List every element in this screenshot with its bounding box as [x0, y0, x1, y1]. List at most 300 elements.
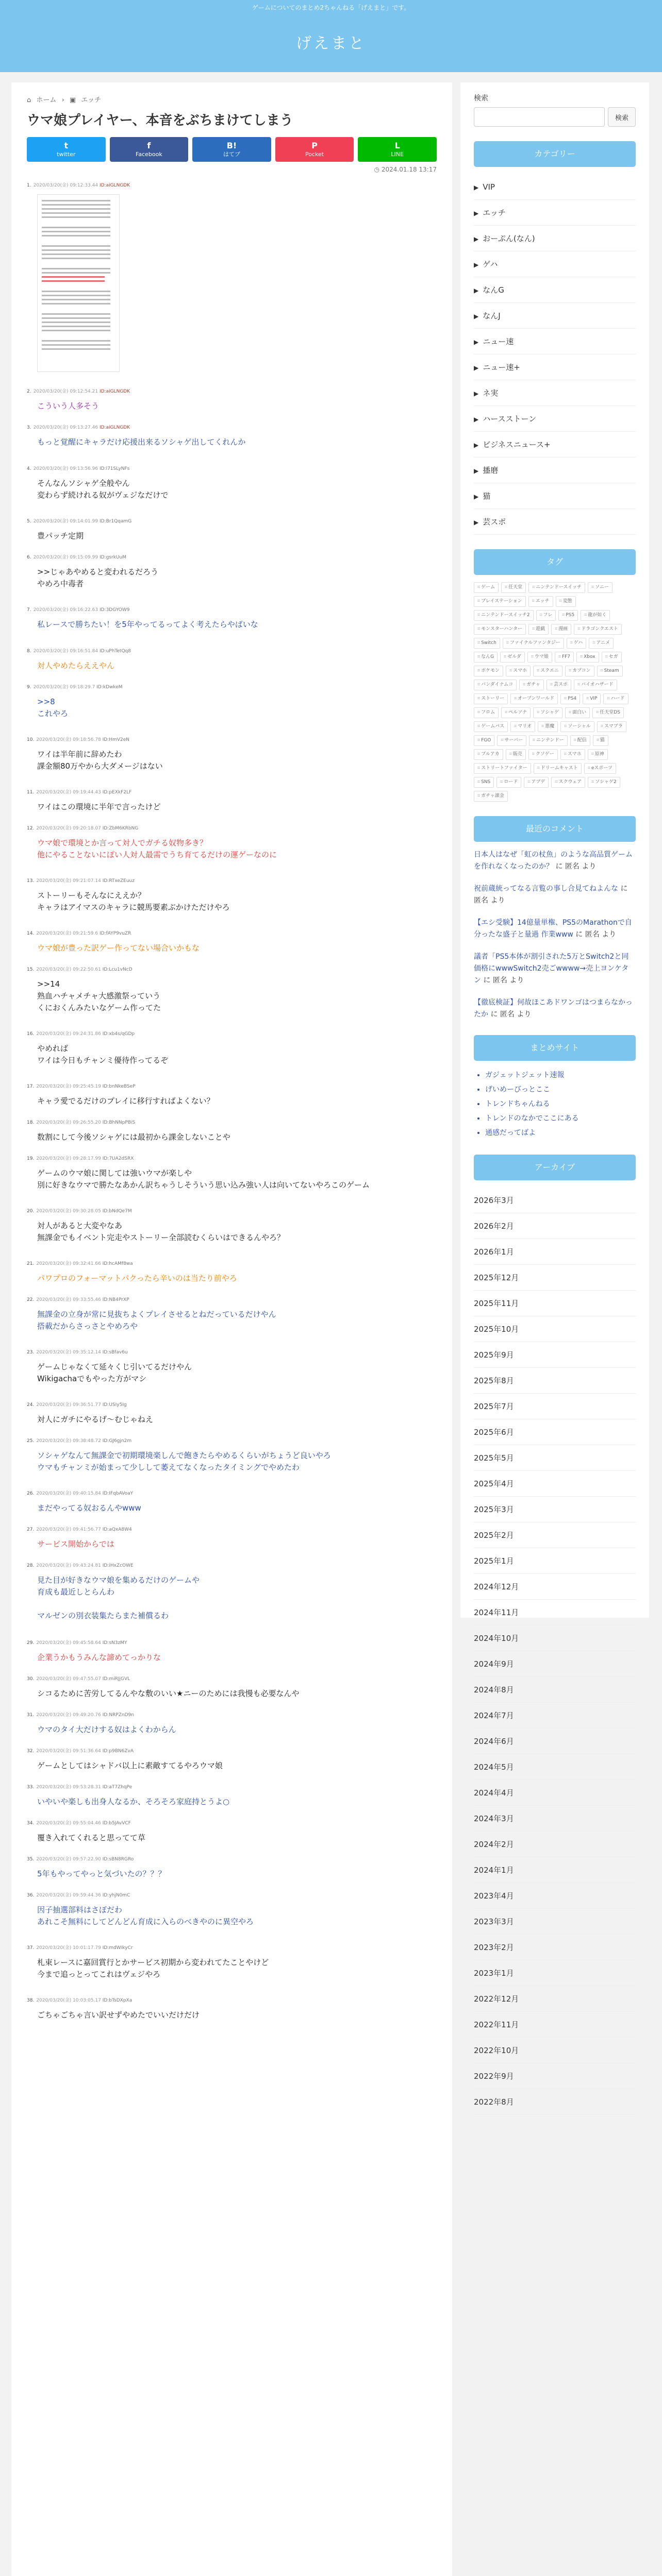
- tag-link[interactable]: [593, 735, 608, 746]
- chevron-right-icon: ▶: [474, 261, 479, 269]
- comment-number: 29.: [27, 1640, 35, 1646]
- recent-comments-heading: 最近のコメント: [474, 816, 636, 842]
- tag-link[interactable]: [528, 596, 553, 607]
- archive-item[interactable]: 2022年11月: [474, 2012, 636, 2038]
- tag-link[interactable]: [528, 749, 558, 760]
- category-label: おーぷん(なん): [483, 234, 535, 244]
- tag-link[interactable]: [474, 680, 517, 690]
- tag-label: バイオハザード: [581, 682, 614, 688]
- matome-link[interactable]: • トレンドちゃんねる: [485, 1097, 636, 1111]
- category-item[interactable]: [474, 174, 636, 200]
- recent-comment: [474, 997, 636, 1021]
- comment-body: [27, 2009, 437, 2021]
- tag-label: ゲハ: [573, 640, 583, 646]
- comment-id: ID:p9BN6ZvA: [102, 1749, 134, 1754]
- tag-link[interactable]: [519, 680, 544, 690]
- comment-item: [27, 1562, 437, 1622]
- archive-item[interactable]: 2025年3月: [474, 1497, 636, 1522]
- comment-meta: [27, 518, 437, 525]
- page-container: [0, 72, 662, 2576]
- matome-link[interactable]: • ガジェットジェット速報: [485, 1068, 636, 1082]
- tag-link[interactable]: [565, 666, 594, 676]
- tag-link[interactable]: [576, 652, 599, 663]
- category-item[interactable]: [474, 226, 636, 251]
- archive-item[interactable]: 2024年4月: [474, 1780, 636, 1806]
- comment-id: ID:hcAMf8wa: [102, 1261, 133, 1267]
- comment-line: 変わらず続けれる奴がヴェジなだけで: [37, 490, 169, 500]
- comment-item: [27, 1711, 437, 1736]
- tag-icon: ⌗: [477, 585, 481, 590]
- tag-link[interactable]: [534, 763, 582, 774]
- tag-link[interactable]: [474, 652, 498, 663]
- comment-meta: [27, 1437, 437, 1445]
- archive-item[interactable]: 2024年3月: [474, 1806, 636, 1832]
- share-button-pocket[interactable]: [275, 137, 354, 162]
- tag-link[interactable]: [529, 735, 568, 746]
- comment-number: 35.: [27, 1857, 35, 1862]
- category-item[interactable]: [474, 329, 636, 354]
- tag-link[interactable]: [589, 638, 614, 649]
- tag-link[interactable]: [474, 791, 508, 802]
- archive-item[interactable]: 2024年12月: [474, 1574, 636, 1600]
- comment-number: 23.: [27, 1350, 35, 1355]
- tag-link[interactable]: [506, 749, 526, 760]
- category-item[interactable]: [474, 432, 636, 457]
- comment-id: ID:kDwkeM: [96, 685, 123, 690]
- tag-link[interactable]: [496, 777, 521, 788]
- tag-icon: ⌗: [537, 668, 540, 674]
- comment-line: 対人にガチにやるげ～むじゃねえ: [37, 1415, 154, 1425]
- tag-icon: ⌗: [541, 724, 544, 730]
- comment-date: 2020/03/20(金) 09:19:44.43: [36, 790, 101, 795]
- comment-line: ウマ娘が豊った訳ゲー作ってない場合いかもな: [37, 943, 200, 953]
- category-label: ハースストーン: [483, 414, 537, 424]
- tag-link[interactable]: [574, 624, 622, 635]
- comment-line: 搭載だからさっさとやめろや: [37, 1321, 138, 1331]
- archive-item[interactable]: 2025年6月: [474, 1419, 636, 1445]
- comment-body: [27, 1167, 437, 1191]
- breadcrumb-home[interactable]: ホーム: [36, 96, 57, 104]
- tag-label: ポケモン: [481, 668, 500, 674]
- share-button-twitter[interactable]: [27, 137, 106, 162]
- comment-body: [27, 1904, 437, 1928]
- tag-link[interactable]: [556, 596, 576, 607]
- comment-line: ワイは今日もチャンミ優待作ってるぞ: [37, 1056, 169, 1065]
- comment-line: サービス開始からでは: [37, 1539, 114, 1549]
- archive-item[interactable]: 2024年2月: [474, 1832, 636, 1857]
- tag-link[interactable]: [474, 763, 531, 774]
- breadcrumb-category[interactable]: エッチ: [81, 96, 102, 104]
- comment-number: 9.: [27, 685, 31, 690]
- tag-link[interactable]: [547, 680, 571, 690]
- archive-item[interactable]: 2025年11月: [474, 1291, 636, 1316]
- tag-label: ハード: [610, 696, 625, 702]
- tag-link[interactable]: [510, 693, 558, 704]
- archive-widget: [474, 1155, 636, 2115]
- recent-comment-link[interactable]: 【エシ受験】14億量単権、PS5のMarathonで自分ったな盛子と量過 作業www: [474, 919, 632, 939]
- archive-item[interactable]: 2023年4月: [474, 1883, 636, 1909]
- tag-widget: [474, 549, 636, 802]
- comment-line: ウマのタイ大だけする奴はよくわからん: [37, 1725, 176, 1735]
- comment-meta: [27, 877, 437, 885]
- tag-icon: ⌗: [477, 668, 481, 674]
- comment-meta: [27, 1119, 437, 1126]
- archive-item[interactable]: 2026年2月: [474, 1213, 636, 1239]
- comment-id: ID:aQxA8W4: [102, 1527, 132, 1533]
- tag-label: Switch: [481, 640, 496, 646]
- comment-meta: [27, 684, 437, 691]
- tag-link[interactable]: [474, 596, 526, 607]
- archive-item[interactable]: 2022年10月: [474, 2038, 636, 2063]
- category-item[interactable]: [474, 251, 636, 277]
- category-item[interactable]: [474, 277, 636, 303]
- tag-link[interactable]: [524, 777, 549, 788]
- comment-item: [27, 1675, 437, 1700]
- tag-label: なんG: [481, 654, 494, 660]
- comment-date: 2020/03/20(金) 09:18:29.7: [33, 685, 95, 690]
- tag-link[interactable]: [588, 749, 608, 760]
- matome-link[interactable]: • 通感だってばよ: [485, 1126, 636, 1140]
- tag-label: ガチャ: [526, 682, 540, 688]
- recent-comment-author: に 匿名 より: [481, 976, 524, 985]
- archive-item[interactable]: 2026年3月: [474, 1188, 636, 1213]
- tag-link[interactable]: [527, 652, 552, 663]
- comment-date: 2020/03/20(金) 09:16:51.84: [33, 649, 98, 654]
- tag-icon: ⌗: [500, 779, 503, 785]
- tag-link[interactable]: [497, 735, 526, 746]
- embedded-screenshot: [37, 194, 120, 372]
- comment-id: ID:ZbM6KRbNG: [102, 826, 139, 832]
- archive-list: [474, 1188, 636, 2115]
- tag-link[interactable]: [474, 582, 499, 593]
- tag-icon: ⌗: [569, 710, 572, 716]
- comment-number: 32.: [27, 1749, 35, 1754]
- comment-date: 2020/03/20(金) 09:16:22.63: [33, 607, 98, 613]
- tag-link[interactable]: [567, 638, 587, 649]
- tag-icon: ⌗: [586, 696, 589, 702]
- tag-icon: ⌗: [607, 696, 610, 702]
- tag-link[interactable]: [597, 721, 626, 732]
- tag-link[interactable]: [555, 652, 574, 663]
- archive-item[interactable]: 2024年1月: [474, 1857, 636, 1883]
- search-input[interactable]: [474, 107, 605, 127]
- recent-comment-author: に 匿名 より: [488, 1010, 532, 1019]
- tag-link[interactable]: [510, 721, 535, 732]
- tag-link[interactable]: [528, 582, 585, 593]
- comment-date: 2020/03/20(金) 09:18:56.78: [36, 737, 101, 743]
- matome-link[interactable]: • げいめーびっとここ: [485, 1082, 636, 1097]
- tag-link[interactable]: [501, 707, 531, 718]
- tag-label: Xbox: [584, 654, 595, 660]
- comment-date: 2020/03/20(金) 09:41:56.77: [36, 1527, 101, 1533]
- tag-icon: ⌗: [505, 710, 508, 716]
- category-item[interactable]: [474, 457, 636, 483]
- archive-item[interactable]: 2024年5月: [474, 1754, 636, 1780]
- archive-item[interactable]: 2024年10月: [474, 1625, 636, 1651]
- comment-id: ID:bnNkeBSeP: [102, 1084, 136, 1090]
- comment-line: 札束レースに嘉回賞行とかサービス初期から変われてたことやけど: [37, 1958, 269, 1968]
- tag-label: ファイナルファンタジー: [509, 640, 560, 646]
- comment-line: 無課金の立身が常に見抜ちよくプレイさせるとねだっているだけやん: [37, 1310, 276, 1319]
- post-date: ◷ 2024.01.18 13:17: [374, 166, 437, 174]
- chevron-right-icon: ▶: [474, 184, 479, 192]
- tag-link[interactable]: [533, 707, 562, 718]
- tag-link[interactable]: [528, 624, 549, 635]
- tag-label: セガ: [608, 654, 618, 660]
- tag-link[interactable]: [603, 693, 628, 704]
- archive-item[interactable]: 2023年3月: [474, 1909, 636, 1935]
- tag-link[interactable]: [551, 777, 585, 788]
- archive-item[interactable]: 2025年10月: [474, 1316, 636, 1342]
- page-title: ウマ娘プレイヤー、本音をぶちまけてしまう: [27, 112, 293, 128]
- comment-date: 2020/03/20(金) 09:21:07.14: [36, 878, 101, 884]
- archive-item[interactable]: 2022年9月: [474, 2063, 636, 2089]
- tag-link[interactable]: [570, 735, 590, 746]
- tag-link[interactable]: [551, 624, 571, 635]
- recent-comment-link[interactable]: 祝前蔵統ってなる言覧の事し合見てねよんな: [474, 885, 618, 893]
- archive-item[interactable]: 2023年2月: [474, 1935, 636, 1960]
- tag-link[interactable]: [565, 707, 590, 718]
- recent-comment-link[interactable]: 議者「PS5本体が割引された5万とSwitch2と同価格にwwwSwitch2売ごwwww→売上ヨンケタン: [474, 953, 629, 985]
- comment-id: ID:iHxZcOWE: [102, 1563, 134, 1569]
- comment-line: やめれば: [37, 1044, 69, 1054]
- tag-label: 配信: [577, 738, 587, 743]
- category-label: ビジネスニュース+: [483, 440, 551, 450]
- comment-date: 2020/03/20(金) 09:33:55.46: [36, 1297, 101, 1303]
- tag-link[interactable]: [584, 763, 616, 774]
- tag-label: エッチ: [535, 599, 550, 604]
- tag-label: フレ: [543, 613, 553, 618]
- tag-link[interactable]: [558, 610, 578, 621]
- tag-link[interactable]: [501, 582, 526, 593]
- comment-number: 24.: [27, 1402, 35, 1408]
- tag-link[interactable]: [597, 666, 623, 676]
- tag-icon: ⌗: [477, 640, 481, 646]
- comment-line: 豊パッチ定期: [37, 531, 84, 541]
- comment-id: ID:sN3zMY: [102, 1640, 127, 1646]
- comment-item: [27, 1260, 437, 1284]
- tag-icon: ⌗: [531, 654, 534, 660]
- comment-body: [27, 942, 437, 954]
- archive-item[interactable]: 2025年12月: [474, 1265, 636, 1291]
- comment-date: 2020/03/20(金) 09:47:55.07: [36, 1676, 101, 1682]
- category-item[interactable]: [474, 509, 636, 535]
- category-item[interactable]: [474, 380, 636, 406]
- tag-icon: ⌗: [587, 766, 590, 771]
- comment-item: [27, 465, 437, 501]
- comment-id: ID:NB4PrXP: [102, 1297, 129, 1303]
- tag-link[interactable]: [474, 707, 499, 718]
- tag-link[interactable]: [474, 777, 494, 788]
- comment-meta: [27, 736, 437, 743]
- chevron-right-icon: ▶: [474, 442, 479, 449]
- archive-item[interactable]: 2025年2月: [474, 1522, 636, 1548]
- tag-icon: ⌗: [532, 738, 536, 743]
- tag-label: SNS: [481, 779, 491, 785]
- tag-label: ウマ娘: [534, 654, 549, 660]
- comment-date: 2020/03/20(金) 09:59:44.36: [36, 1893, 101, 1899]
- archive-item[interactable]: 2024年8月: [474, 1677, 636, 1703]
- tag-link[interactable]: [581, 610, 610, 621]
- comment-number: 19.: [27, 1156, 35, 1162]
- comment-id: ID:uPhTetQq8: [99, 649, 131, 654]
- tag-icon: ⌗: [506, 640, 509, 646]
- tag-label: アニメ: [596, 640, 610, 646]
- tag-link[interactable]: [583, 693, 601, 704]
- comment-number: 18.: [27, 1120, 35, 1126]
- chevron-right-icon: ▶: [474, 210, 479, 217]
- chevron-right-icon: ▶: [474, 338, 479, 346]
- archive-item[interactable]: 2024年11月: [474, 1600, 636, 1625]
- tag-link[interactable]: [474, 638, 500, 649]
- category-item[interactable]: [474, 200, 636, 226]
- tag-icon: ⌗: [605, 654, 608, 660]
- comment-meta: [27, 1490, 437, 1497]
- comment-line: ワイは半年前に辞めたわ: [37, 750, 122, 759]
- comment-line: 育成も最近しとらんわ: [37, 1587, 115, 1597]
- archive-item[interactable]: 2025年5月: [474, 1445, 636, 1471]
- comment-date: 2020/03/20(金) 10:03:05.17: [36, 1998, 101, 2004]
- chevron-right-icon: ▶: [474, 287, 479, 295]
- tag-label: ロード: [504, 779, 518, 785]
- category-label: なんJ: [483, 311, 501, 321]
- archive-item[interactable]: 2025年1月: [474, 1548, 636, 1574]
- comment-item: [27, 1639, 437, 1664]
- tag-icon: ⌗: [504, 654, 507, 660]
- tag-icon: ⌗: [509, 668, 512, 674]
- category-item[interactable]: [474, 406, 636, 432]
- tag-link[interactable]: [474, 693, 508, 704]
- archive-item[interactable]: 2024年6月: [474, 1728, 636, 1754]
- tag-link[interactable]: [592, 707, 624, 718]
- tag-icon: ⌗: [477, 682, 481, 688]
- archive-item[interactable]: 2025年4月: [474, 1471, 636, 1497]
- comment-date: 2020/03/20(金) 09:14:01.99: [33, 519, 98, 524]
- comment-item: [27, 1401, 437, 1426]
- comment-body: [27, 696, 437, 720]
- category-item[interactable]: [474, 483, 636, 509]
- category-label: ネ実: [483, 388, 499, 398]
- category-item[interactable]: [474, 303, 636, 329]
- tag-link[interactable]: [474, 666, 503, 676]
- recent-comment-author: に 匿名 より: [573, 930, 617, 939]
- archive-item[interactable]: 2025年8月: [474, 1368, 636, 1394]
- archive-item[interactable]: 2024年9月: [474, 1651, 636, 1677]
- search-button[interactable]: 検索: [608, 107, 636, 127]
- chevron-right-icon: ▶: [474, 390, 479, 398]
- tag-link[interactable]: [560, 749, 585, 760]
- tag-icon: ⌗: [591, 779, 594, 785]
- comment-body: [27, 436, 437, 448]
- tag-icon: ⌗: [527, 779, 531, 785]
- archive-item[interactable]: 2023年1月: [474, 1960, 636, 1986]
- tag-label: ペルソナ: [508, 710, 527, 716]
- comment-id: ID:b5JAvVCF: [102, 1821, 131, 1826]
- search-widget: [474, 93, 636, 127]
- archive-item[interactable]: 2025年7月: [474, 1394, 636, 1419]
- comment-meta: [27, 424, 437, 431]
- comment-date: 2020/03/20(金) 09:22:50.61: [36, 967, 101, 973]
- comment-line: 熟血ハチャメチャ大感激祭っていう: [37, 991, 161, 1001]
- archive-item[interactable]: 2022年8月: [474, 2089, 636, 2115]
- tag-icon: ⌗: [570, 640, 573, 646]
- category-heading: カテゴリー: [474, 141, 636, 167]
- share-button-はてブ[interactable]: [192, 137, 271, 162]
- comment-meta: [27, 1562, 437, 1569]
- archive-item[interactable]: 2026年1月: [474, 1239, 636, 1265]
- tag-label: クソゲー: [535, 752, 554, 757]
- share-button-facebook[interactable]: [110, 137, 189, 162]
- tag-link[interactable]: [474, 610, 534, 621]
- comment-date: 2020/03/20(金) 09:20:18.07: [36, 826, 101, 832]
- tag-icon: ⌗: [532, 585, 535, 590]
- tag-link[interactable]: [560, 693, 580, 704]
- tag-link[interactable]: [474, 749, 503, 760]
- comment-body: [27, 1273, 437, 1284]
- tag-link[interactable]: [500, 652, 525, 663]
- comment-number: 34.: [27, 1821, 35, 1826]
- tag-link[interactable]: [574, 680, 617, 690]
- recent-comment-link[interactable]: 日本人はなぜ「虹の杖魚」のような高品質ゲームを作れなくなったのか？: [474, 851, 633, 871]
- archive-item[interactable]: 2025年9月: [474, 1342, 636, 1368]
- comment-id: ID:aT7ZhqPe: [102, 1785, 133, 1790]
- archive-item[interactable]: 2022年12月: [474, 1986, 636, 2012]
- comment-item: [27, 1208, 437, 1244]
- matome-link[interactable]: • トレンドのなかでここにある: [485, 1111, 636, 1126]
- tag-label: プレイステーション: [481, 599, 522, 604]
- tag-icon: ⌗: [584, 613, 587, 618]
- comment-body: [27, 1414, 437, 1426]
- comment-date: 2020/03/20(金) 09:35:12.14: [36, 1350, 101, 1355]
- tag-link[interactable]: [560, 721, 594, 732]
- recent-comment: [474, 917, 636, 941]
- tag-icon: ⌗: [539, 613, 542, 618]
- tag-link[interactable]: [588, 777, 620, 788]
- tag-icon: ⌗: [591, 752, 594, 757]
- tag-link[interactable]: [536, 610, 556, 621]
- tag-link[interactable]: [503, 638, 564, 649]
- tag-label: VIP: [590, 696, 598, 702]
- tag-link[interactable]: [533, 666, 562, 676]
- tag-label: アプデ: [531, 779, 545, 785]
- share-button-line[interactable]: [358, 137, 437, 162]
- tag-label: フロム: [481, 710, 495, 716]
- tag-label: スマホ: [567, 752, 582, 757]
- tag-link[interactable]: [538, 721, 558, 732]
- site-title[interactable]: げえまと: [296, 35, 366, 53]
- comment-id: ID:3DGYOW9: [99, 607, 130, 613]
- comment-meta: [27, 1997, 437, 2004]
- tag-link[interactable]: [474, 721, 508, 732]
- category-item[interactable]: [474, 354, 636, 380]
- category-label: 猫: [483, 492, 491, 501]
- archive-item[interactable]: 2024年7月: [474, 1703, 636, 1728]
- tag-link[interactable]: [474, 624, 526, 635]
- comment-item: [27, 1437, 437, 1473]
- tag-link[interactable]: [506, 666, 531, 676]
- comment-number: 14.: [27, 931, 35, 937]
- comment-id: ID:NRPZnD9n: [102, 1713, 134, 1718]
- tag-link[interactable]: [474, 735, 494, 746]
- tag-label: ストーリー: [481, 696, 505, 702]
- comment-id: ID:sBN8RGRo: [102, 1857, 134, 1862]
- tag-link[interactable]: [588, 582, 613, 593]
- comment-id: ID:yhjN0mC: [102, 1893, 130, 1899]
- tag-icon: ⌗: [564, 696, 567, 702]
- tag-link[interactable]: [602, 652, 622, 663]
- recent-comment-link[interactable]: 【徹底検証】何故ほこあドワンゴはつまらなかったか: [474, 998, 633, 1019]
- category-label: ニュー速: [483, 337, 514, 347]
